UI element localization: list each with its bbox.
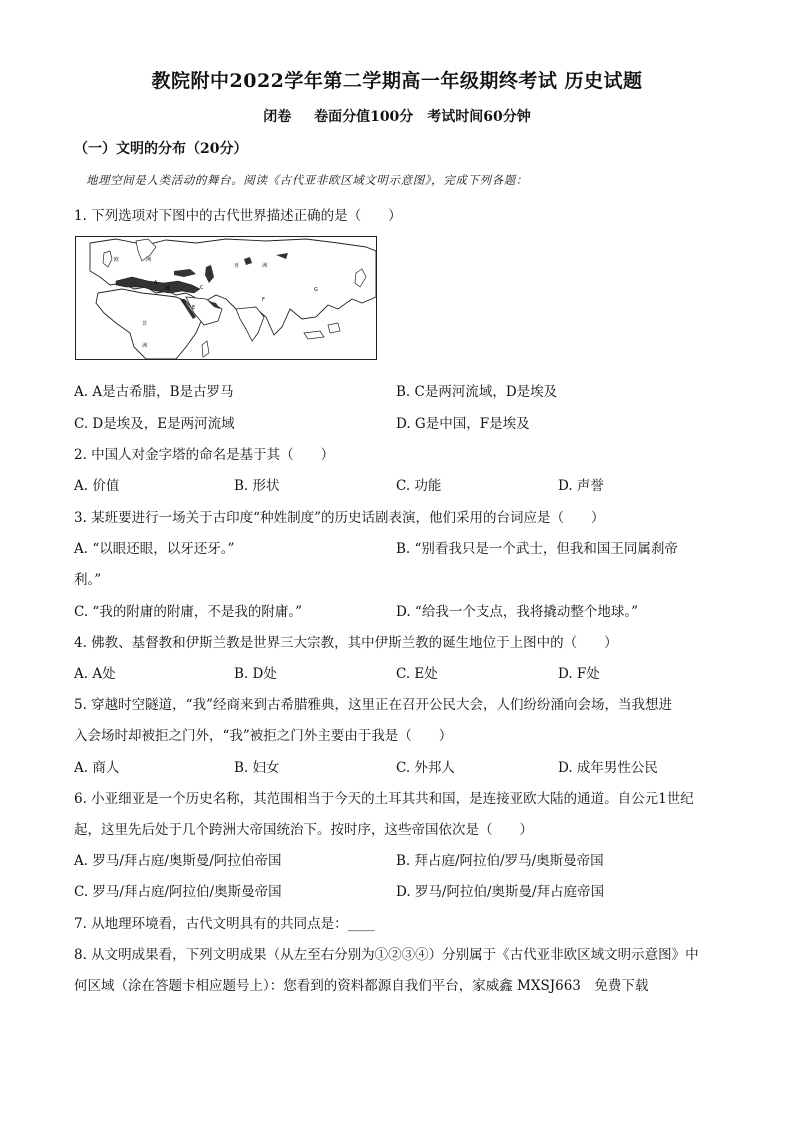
question-5-stem-line2: 入会场时却被拒之门外，“我”被拒之门外主要由于我是（ ） bbox=[74, 728, 453, 744]
question-3-option-c: C. “我的附庸的附庸，不是我的附庸。” bbox=[74, 604, 302, 620]
question-3-option-a: A. “以眼还眼，以牙还牙。” bbox=[74, 541, 235, 557]
question-3-option-b: B. “别看我只是一个武士，但我和国王同属刹帝 bbox=[396, 541, 678, 557]
question-1-stem: 1. 下列选项对下图中的古代世界描述正确的是（ ） bbox=[74, 208, 402, 224]
question-2-option-b: B. 形状 bbox=[234, 478, 280, 494]
question-4-option-c: C. E处 bbox=[396, 666, 438, 682]
question-4-option-d: D. F处 bbox=[558, 666, 600, 682]
question-5-option-c: C. 外邦人 bbox=[396, 760, 455, 776]
question-6-option-b: B. 拜占庭/阿拉伯/罗马/奥斯曼帝国 bbox=[396, 853, 604, 869]
map-label-ou: 欧 bbox=[114, 257, 120, 263]
map-label-d: D bbox=[182, 299, 186, 305]
question-2-stem: 2. 中国人对金字塔的命名是基于其（ ） bbox=[74, 447, 335, 463]
map-label-zhou2: 洲 bbox=[262, 263, 268, 269]
map-label-a: A bbox=[154, 280, 158, 286]
section-title: （一）文明的分布（20分） bbox=[74, 141, 248, 157]
map-label-zhou1: 洲 bbox=[146, 257, 152, 263]
question-4-option-a: A. A处 bbox=[74, 666, 116, 682]
question-2-option-d: D. 声誉 bbox=[558, 478, 604, 494]
question-6-stem-line2: 起，这里先后处于几个跨洲大帝国统治下。按时序，这些帝国依次是（ ） bbox=[74, 822, 533, 838]
question-3-option-b-continuation: 利。” bbox=[74, 572, 102, 588]
map-label-g: G bbox=[314, 287, 318, 293]
exam-info: 闭卷 卷面分值100分 考试时间60分钟 bbox=[263, 109, 531, 125]
question-8-stem-line1: 8. 从文明成果看，下列文明成果（从左至右分别为①②③④）分别属于《古代亚非欧区域文明示意图》中 bbox=[74, 947, 699, 963]
question-1-option-c: C. D是埃及，E是两河流域 bbox=[74, 416, 235, 432]
question-7-stem: 7. 从地理环境看，古代文明具有的共同点是：____ bbox=[74, 916, 375, 932]
question-6-stem-line1: 6. 小亚细亚是一个历史名称，其范围相当于今天的土耳其共和国，是连接亚欧大陆的通道。自公元1世纪 bbox=[74, 791, 694, 807]
question-2-option-c: C. 功能 bbox=[396, 478, 442, 494]
question-5-option-d: D. 成年男性公民 bbox=[558, 760, 658, 776]
map-label-fei: 非 bbox=[142, 321, 148, 327]
question-1-option-d: D. G是中国，F是埃及 bbox=[396, 416, 530, 432]
question-5-option-a: A. 商人 bbox=[74, 760, 120, 776]
ancient-civilization-map bbox=[75, 236, 377, 360]
question-4-option-b: B. D处 bbox=[234, 666, 277, 682]
question-8-stem-line2: 何区域（涂在答题卡相应题号上）：您看到的资料都源自我们平台，家威鑫 MXSJ663 免费下载 bbox=[74, 978, 649, 994]
question-1-option-b: B. C是两河流域，D是埃及 bbox=[396, 384, 558, 400]
map-label-f: F bbox=[262, 297, 265, 303]
question-6-option-d: D. 罗马/阿拉伯/奥斯曼/拜占庭帝国 bbox=[396, 884, 605, 900]
map-label-zhou3: 洲 bbox=[142, 343, 148, 349]
question-1-option-a: A. A是古希腊，B是古罗马 bbox=[74, 384, 234, 400]
question-3-stem: 3. 某班要进行一场关于古印度“种姓制度”的历史话剧表演，他们采用的台词应是（ ） bbox=[74, 510, 605, 526]
section-intro: 地理空间是人类活动的舞台。阅读《古代亚非欧区域文明示意图》，完成下列各题： bbox=[86, 173, 528, 187]
question-6-option-c: C. 罗马/拜占庭/阿拉伯/奥斯曼帝国 bbox=[74, 884, 282, 900]
question-5-stem-line1: 5. 穿越时空隧道，“我”经商来到古希腊雅典，这里正在召开公民大会，人们纷纷涌向会场，当我想进 bbox=[74, 697, 672, 713]
question-2-option-a: A. 价值 bbox=[74, 478, 120, 494]
page-title: 教院附中2022学年第二学期高一年级期终考试 历史试题 bbox=[151, 70, 643, 92]
question-6-option-a: A. 罗马/拜占庭/奥斯曼/阿拉伯帝国 bbox=[74, 853, 282, 869]
question-5-option-b: B. 妇女 bbox=[234, 760, 280, 776]
map-label-b: B bbox=[166, 286, 170, 292]
map-label-ya: 亚 bbox=[234, 263, 240, 269]
map-graphic bbox=[76, 237, 376, 359]
question-4-stem: 4. 佛教、基督教和伊斯兰教是世界三大宗教，其中伊斯兰教的诞生地位于上图中的（ ） bbox=[74, 635, 618, 651]
map-label-e: E bbox=[192, 305, 196, 311]
map-label-c: C bbox=[200, 285, 204, 291]
question-3-option-d: D. “给我一个支点，我将撬动整个地球。” bbox=[396, 604, 638, 620]
